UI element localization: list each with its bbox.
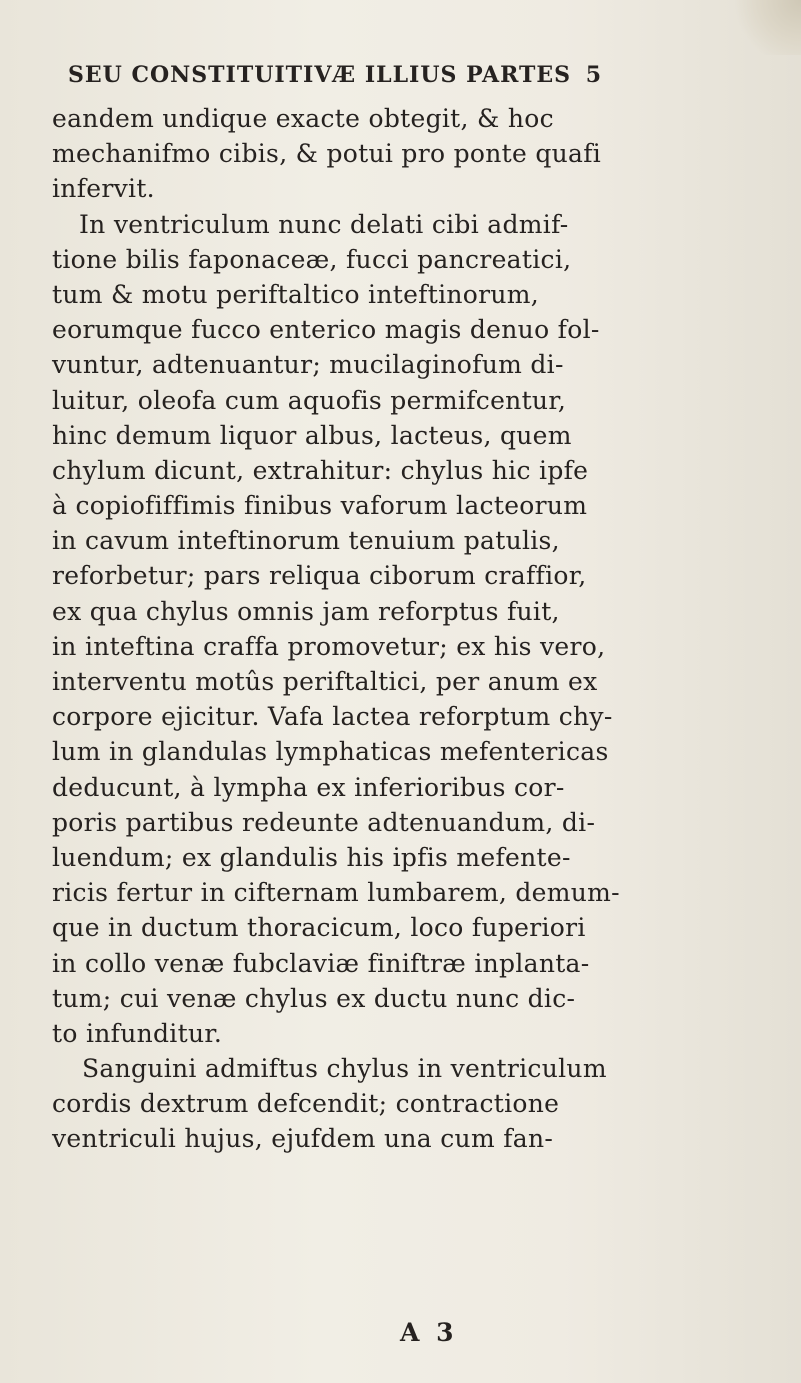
text-line: in cavum inteftinorum tenuium patulis,	[52, 526, 560, 556]
text-line: infervit.	[52, 174, 155, 204]
text-line: chylum dicunt, extrahitur: chylus hic ipfe	[52, 455, 589, 485]
text-line: eandem undique exacte obtegit, & hoc	[52, 104, 554, 133]
signature-mark: A 3	[400, 1318, 458, 1347]
text-line: tione bilis faponaceæ, fucci pancreatici,	[52, 244, 572, 274]
text-line: mechanifmo cibis, & potui pro ponte quafi	[52, 139, 602, 169]
text-line: à copiofiffimis finibus vaforum lacteorum	[52, 491, 588, 521]
text-line: to infunditur.	[52, 1018, 223, 1048]
text-line: hinc demum liquor albus, lacteus, quem	[52, 420, 572, 450]
text-line: In ventriculum nunc delati cibi admif-	[79, 209, 569, 239]
body-text	[52, 101, 752, 1157]
text-line: luitur, oleofa cum aquofis permifcentur,	[52, 385, 567, 415]
text-line: cordis dextrum defcendit; contractione	[52, 1089, 560, 1119]
text-line: in collo venæ fubclaviæ finiftræ inplanta-	[52, 948, 590, 978]
text-line: ricis fertur in cifternam lumbarem, demum-	[52, 878, 620, 908]
text-line: ventriculi hujus, ejufdem una cum fan-	[52, 1124, 554, 1154]
page-number: 5	[585, 62, 602, 88]
page-corner-stain	[731, 0, 801, 55]
text-line: luendum; ex glandulis his ipfis mefente-	[52, 842, 571, 872]
text-line: in inteftina craffa promovetur; ex his vero,	[52, 631, 606, 661]
text-line: que in ductum thoracicum, loco fuperiori	[52, 913, 586, 943]
running-header	[68, 62, 628, 88]
text-line: poris partibus redeunte adtenuandum, di-	[52, 807, 596, 837]
text-line: ex qua chylus omnis jam reforptus fuit,	[52, 596, 560, 626]
running-title: SEU CONSTITUITIVÆ ILLIUS PARTES	[68, 62, 572, 88]
text-line: interventu motûs periftaltici, per anum ex	[52, 667, 598, 696]
text-line: tum & motu periftaltico inteftinorum,	[52, 279, 540, 309]
text-line: lum in glandulas lymphaticas mefentericas	[52, 737, 609, 767]
text-line: tum; cui venæ chylus ex ductu nunc dic-	[52, 983, 576, 1013]
text-line: reforbetur; pars reliqua ciborum craffior,	[52, 561, 587, 591]
text-line: corpore ejicitur. Vafa lactea reforptum chy-	[52, 702, 613, 732]
text-line: deducunt, à lympha ex inferioribus cor-	[52, 772, 565, 802]
text-line: vuntur, adtenuantur; mucilaginofum di-	[52, 350, 564, 380]
text-line: Sanguini admiftus chylus in ventriculum	[82, 1054, 607, 1084]
text-line: eorumque fucco enterico magis denuo fol-	[52, 315, 600, 345]
